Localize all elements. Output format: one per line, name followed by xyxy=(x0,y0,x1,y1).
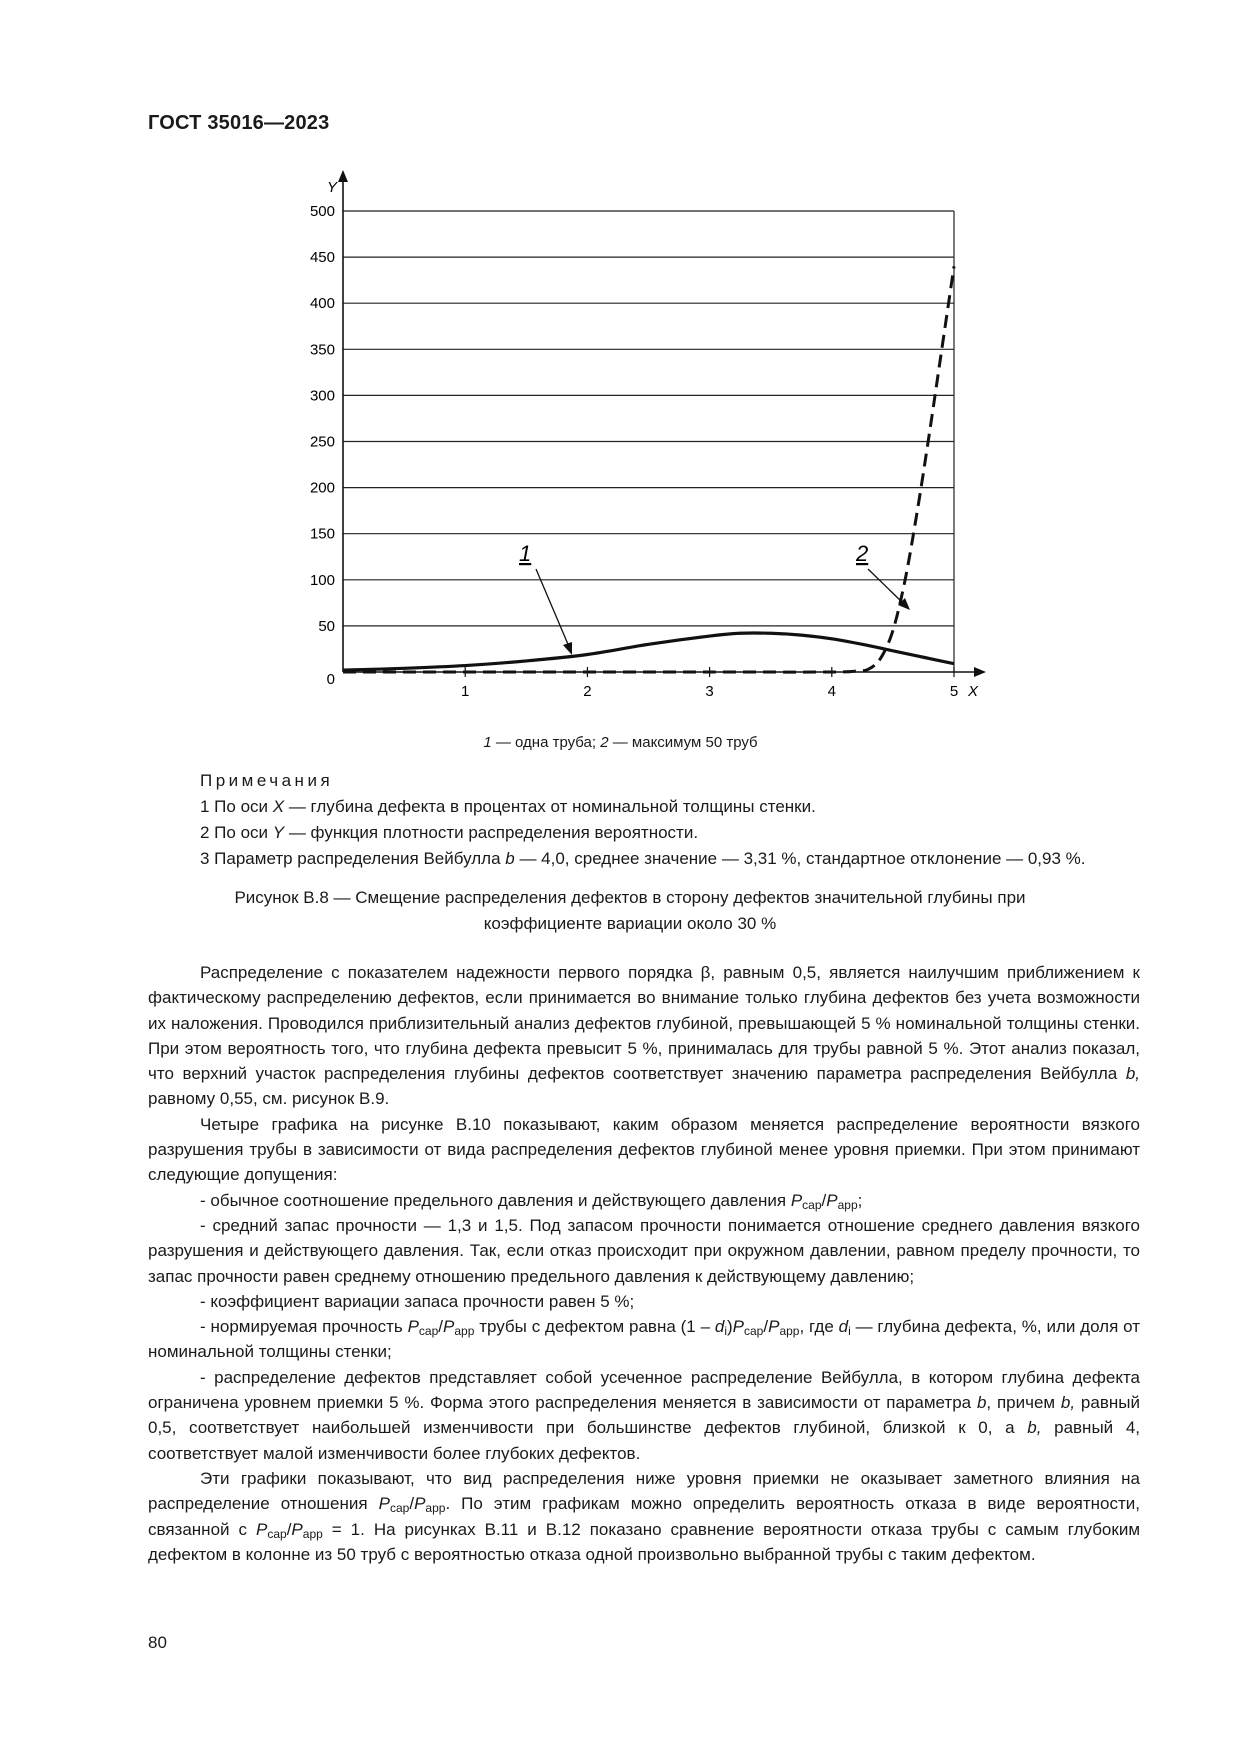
y-tick-label: 200 xyxy=(309,479,335,497)
series-2-line xyxy=(343,266,954,672)
leader-arrow-1 xyxy=(563,642,572,655)
y-axis-arrow xyxy=(338,170,348,182)
x-tick-label: 1 xyxy=(461,683,470,700)
note-3: 3 Параметр распределения Вейбулла b — 4,0, среднее значение — 3,31 %, стандартное отклонение — 0,93 %. xyxy=(200,849,1086,868)
chart-series xyxy=(343,266,954,672)
leader-line-2 xyxy=(868,569,905,605)
list-item: - нормируемая прочность $P_{cap}/P_{app}$ трубы с дефектом равна $(1 - d_i)P_{cap}/P_{app}$, где $d_i$ — глубина дефекта, %, или доля от номинальной толщины стенки; xyxy=(148,1317,1140,1362)
weibull-density-chart xyxy=(0,0,1241,730)
list-item: - обычное соотношение предельного давления и действующего давления $P_{cap}/P_{app}$; xyxy=(200,1190,863,1212)
paragraph: Четыре графика на рисунке В.10 показывают, каким образом меняется распределение вероятности вязкого разрушения трубы в зависимости от вида распределения дефектов глубиной менее уровня приемки. При этом принимают следующие допущения: xyxy=(148,1114,1140,1185)
x-tick-label: 3 xyxy=(705,683,714,700)
y-tick-label: 100 xyxy=(309,571,335,589)
x-tick-label: 5 xyxy=(949,683,959,700)
paragraph: Распределение с показателем надежности первого порядка β, равным 0,5, является наилучшим приближением к фактическому распределению дефектов, если принимается во внимание только глубина дефектов без учета возможности их наложения. Проводился приблизительный анализ дефектов глубиной, превышающей 5 % номинальной толщины стенки. При этом вероятность того, что глубина дефекта превысит 5 %, принималась для трубы равной 5 %. Этот анализ показал, что верхний участок распределения глубины дефектов соответствует значению параметра распределения Вейбулла b, равному 0,55, см. рисунок В.9. xyxy=(148,963,1140,1109)
y-tick-label: 300 xyxy=(309,387,335,405)
curve-label-1: 1 xyxy=(519,541,532,566)
list-item: - коэффициент вариации запаса прочности равен 5 %; xyxy=(200,1291,635,1311)
figure-caption: Рисунок В.8 — Смещение распределения дефектов в сторону дефектов значительной глубины при коэффициенте вариации около 30 % xyxy=(234,888,1026,933)
chart-curve-labels xyxy=(519,541,910,655)
y-tick-label: 250 xyxy=(309,433,335,451)
y-axis-label: Y xyxy=(327,179,338,196)
series-1-line xyxy=(343,633,954,670)
y-tick-label: 450 xyxy=(309,249,335,267)
x-axis-label: X xyxy=(968,683,979,700)
body-text xyxy=(148,960,1140,1567)
x-tick-label: 2 xyxy=(583,683,592,700)
y-tick-label: 150 xyxy=(309,525,335,543)
leader-line-1 xyxy=(536,569,570,649)
figure-notes xyxy=(200,768,1086,872)
y-tick-label: 350 xyxy=(309,341,335,359)
y-tick-label: 0 xyxy=(326,671,335,688)
curve-label-2: 2 xyxy=(856,541,869,566)
list-item: - распределение дефектов представляет собой усеченное распределение Вейбулла, в котором глубина дефекта ограничена уровнем приемки 5 %. Форма этого распределения меняется в зависимости от параметра b, причем b, равный 0,5, соответствует наибольшей изменчивости при большинстве дефектов глубиной, близкой к 0, а b, равный 4, соответствует малой изменчивости более глубоких дефектов. xyxy=(148,1367,1140,1463)
y-tick-label: 400 xyxy=(309,295,335,313)
paragraph: Эти графики показывают, что вид распределения ниже уровня приемки не оказывает заметного влияния на распределение отношения $P_{cap}/P_{app}$. По этим графикам можно определить вероятность отказа в виде вероятности, связанной с $P_{cap}/P_{app} = 1$. На рисунках В.11 и В.12 показано сравнение вероятности отказа трубы с самым глубоким дефектом в колонне из 50 труб с вероятностью отказа одной произвольно выбранной трубы с таким дефектом. xyxy=(148,1468,1141,1564)
y-tick-label: 50 xyxy=(318,617,335,635)
notes-title: Примечания xyxy=(200,771,334,790)
document-header: ГОСТ 35016—2023 xyxy=(148,112,330,134)
note-1: 1 По оси X — глубина дефекта в процентах от номинальной толщины стенки. xyxy=(200,797,816,816)
x-tick-label: 4 xyxy=(827,683,836,700)
note-2: 2 По оси Y — функция плотности распределения вероятности. xyxy=(200,823,699,842)
page-number: 80 xyxy=(148,1633,167,1652)
x-axis-arrow xyxy=(974,667,986,677)
chart-grid xyxy=(338,170,986,677)
list-item: - средний запас прочности — 1,3 и 1,5. Под запасом прочности понимается отношение среднего давления вязкого разрушения и действующего давления. Так, если отказ происходит при окружном давлении, равном пределу прочности, то запас прочности равен среднему отношению предельного давления к действующему давлению; xyxy=(148,1215,1140,1286)
y-tick-label: 500 xyxy=(309,203,335,220)
chart-legend: 1 — одна труба; 2 — максимум 50 труб xyxy=(483,734,758,751)
